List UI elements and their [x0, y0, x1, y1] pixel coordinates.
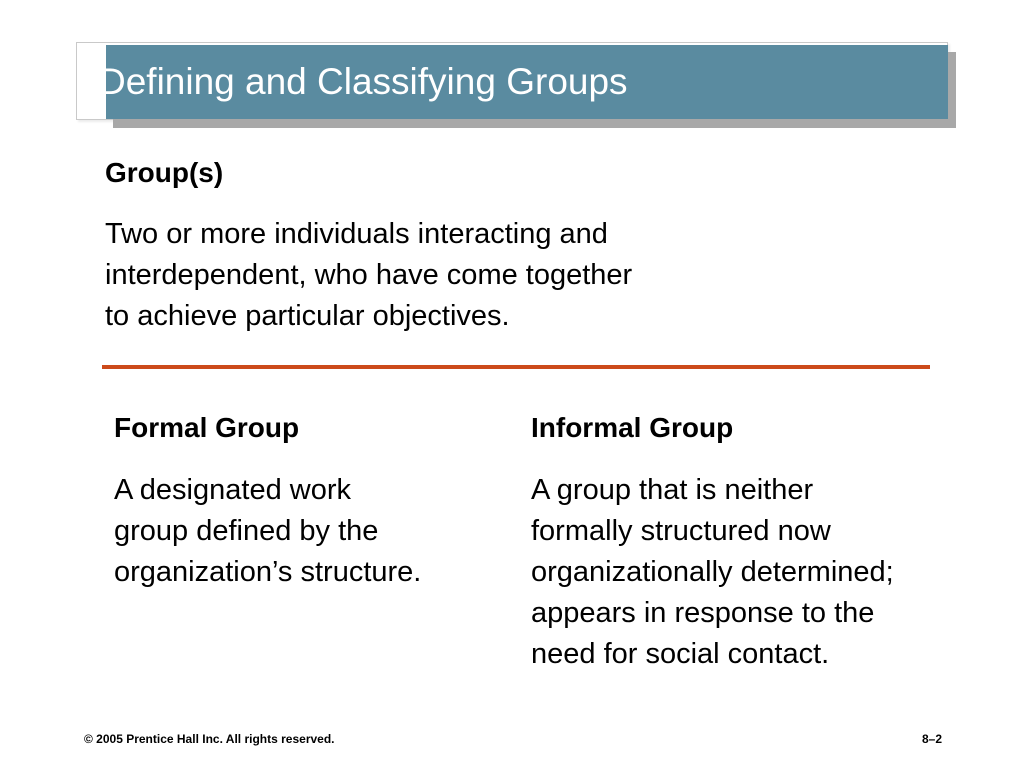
- copyright-notice: © 2005 Prentice Hall Inc. All rights reserved.: [84, 732, 335, 746]
- slide-title: Defining and Classifying Groups: [99, 61, 628, 102]
- informal-line: organizationally determined;: [531, 556, 894, 588]
- formal-group-term: Formal Group: [114, 412, 300, 443]
- definition-term: Group(s): [105, 157, 224, 188]
- informal-line: need for social contact.: [531, 638, 830, 670]
- formal-line: group defined by the: [114, 515, 379, 547]
- informal-line: appears in response to the: [531, 597, 875, 629]
- page-number: 8–2: [922, 732, 943, 746]
- informal-group-term: Informal Group: [531, 412, 734, 443]
- section-divider: [102, 365, 930, 369]
- formal-group-text: [114, 470, 421, 593]
- formal-line: A designated work: [114, 474, 351, 506]
- formal-line: organization’s structure.: [114, 556, 422, 588]
- definition-line: to achieve particular objectives.: [105, 300, 510, 332]
- informal-group-text: [531, 470, 894, 675]
- informal-line: formally structured now: [531, 515, 831, 547]
- definition-text: [105, 214, 632, 337]
- informal-line: A group that is neither: [531, 474, 814, 506]
- definition-line: Two or more individuals interacting and: [105, 218, 608, 250]
- definition-line: interdependent, who have come together: [105, 259, 633, 291]
